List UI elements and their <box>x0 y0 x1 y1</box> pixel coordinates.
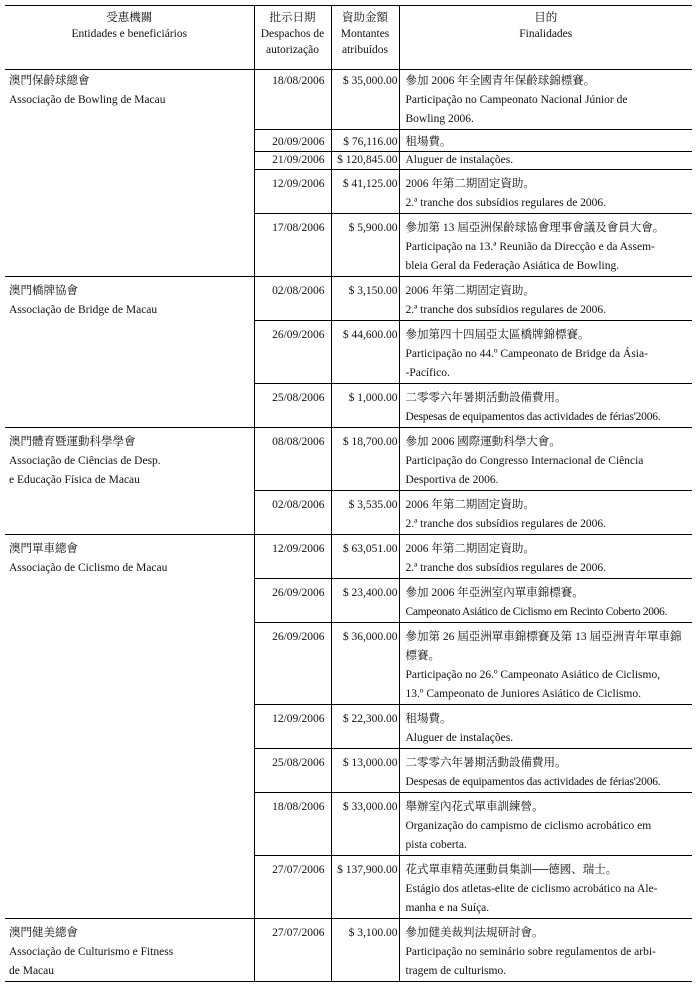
header-entity-pt: Entidades e beneficiários <box>71 28 188 40</box>
amount-cell: $ 5,900.00 <box>331 214 399 277</box>
purpose-pt: Despesas de equipamentos das actividades de férias'2006. <box>405 411 661 423</box>
purpose-zh: 參加 2006 年全國青年保齡球錦標賽。 <box>405 75 596 87</box>
amount-cell: $ 23,400.00 <box>331 579 399 623</box>
purpose-cell <box>399 535 692 579</box>
purpose-cell <box>399 705 692 749</box>
amount-cell: $ 35,000.00 <box>331 70 399 130</box>
entity-name-zh: 澳門保齡球總會 <box>9 75 90 87</box>
date-cell: 12/09/2006 <box>254 535 331 579</box>
purpose-cell <box>399 170 692 214</box>
entity-cell <box>5 535 254 919</box>
purpose-pt: Participação no seminário sobre regulamentos de arbi- <box>405 946 656 958</box>
purpose-zh: 二零零六年暑期活動設備費用。 <box>405 757 567 769</box>
purpose-cell <box>399 214 692 277</box>
entity-name-pt: de Macau <box>9 965 55 977</box>
entity-name-pt: Associação de Ciclismo de Macau <box>9 562 168 574</box>
subsidy-table <box>5 5 692 982</box>
date-cell: 08/08/2006 <box>254 428 331 491</box>
header-date <box>254 6 331 70</box>
purpose-cell <box>399 277 692 321</box>
purpose-cell <box>399 428 692 491</box>
entity-name-zh: 澳門橋牌協會 <box>9 285 78 297</box>
purpose-zh: 參加第 13 屆亞洲保齡球協會理事會議及會員大會。 <box>405 222 665 234</box>
purpose-pt: Estágio dos atletas-elite de ciclismo acrobático na Ale- <box>405 883 658 895</box>
purpose-pt: manha e na Suíça. <box>405 902 490 914</box>
amount-cell: $ 63,051.00 <box>331 535 399 579</box>
entity-name-pt: Associação de Culturismo e Fitness <box>9 946 174 958</box>
date-cell: 25/08/2006 <box>254 384 331 428</box>
date-cell: 17/08/2006 <box>254 214 331 277</box>
header-amount-pt2: atribuídos <box>342 44 388 56</box>
purpose-zh: 花式單車精英運動員集訓──德國、瑞士。 <box>405 864 618 876</box>
amount-cell: $ 33,000.00 <box>331 793 399 856</box>
entity-cell <box>5 428 254 535</box>
date-cell: 18/08/2006 <box>254 793 331 856</box>
purpose-pt: Bowling 2006. <box>405 113 474 125</box>
date-cell: 02/08/2006 <box>254 491 331 535</box>
amount-cell: $ 137,900.00 <box>331 856 399 919</box>
date-cell: 02/08/2006 <box>254 277 331 321</box>
date-cell: 20/09/2006 <box>254 130 331 152</box>
header-purpose <box>399 6 692 70</box>
date-cell: 27/07/2006 <box>254 856 331 919</box>
amount-cell: $ 41,125.00 <box>331 170 399 214</box>
purpose-pt: Aluguer de instalações. <box>405 732 514 744</box>
purpose-cell <box>399 130 692 152</box>
purpose-pt: 2.ª tranche dos subsídios regulares de 2006. <box>405 518 607 530</box>
purpose-zh: 參加 2006 國際運動科學大會。 <box>405 436 561 448</box>
entity-cell <box>5 919 254 982</box>
purpose-cell <box>399 321 692 384</box>
purpose-pt: -Pacífico. <box>405 367 450 379</box>
purpose-pt: bleia Geral da Federação Asiática de Bowling. <box>405 260 620 272</box>
purpose-zh: 參加第 26 屆亞洲單車錦標賽及第 13 屆亞洲青年單車錦 <box>405 631 682 643</box>
purpose-pt: 2.ª tranche dos subsídios regulares de 2006. <box>405 304 607 316</box>
purpose-zh: 2006 年第二期固定資助。 <box>405 543 535 555</box>
table-row <box>5 535 692 579</box>
date-cell: 26/09/2006 <box>254 321 331 384</box>
amount-cell: $ 36,000.00 <box>331 623 399 705</box>
date-cell: 18/08/2006 <box>254 70 331 130</box>
purpose-zh: 租場費。 <box>405 136 452 148</box>
amount-cell: $ 76,116.00 <box>331 130 399 152</box>
purpose-cell <box>399 579 692 623</box>
entity-name-zh: 澳門健美總會 <box>9 927 78 939</box>
header-entity <box>5 6 254 70</box>
header-row <box>5 6 692 70</box>
purpose-zh: 標賽。 <box>405 650 440 662</box>
purpose-zh: 參加健美裁判法規研討會。 <box>405 927 544 939</box>
purpose-cell <box>399 152 692 170</box>
date-cell: 12/09/2006 <box>254 170 331 214</box>
purpose-cell <box>399 919 692 982</box>
entity-name-zh: 澳門體育暨運動科學學會 <box>9 436 136 448</box>
date-cell: 27/07/2006 <box>254 919 331 982</box>
purpose-zh: 2006 年第二期固定資助。 <box>405 285 535 297</box>
purpose-zh: 舉辦室內花式單車訓練營。 <box>405 801 544 813</box>
purpose-pt: Desportiva de 2006. <box>405 474 499 486</box>
purpose-pt: 2.ª tranche dos subsídios regulares de 2006. <box>405 197 607 209</box>
purpose-cell <box>399 749 692 793</box>
table-row <box>5 70 692 130</box>
purpose-zh: 2006 年第二期固定資助。 <box>405 499 535 511</box>
purpose-pt: pista coberta. <box>405 839 467 851</box>
header-date-pt1: Despachos de <box>260 28 325 40</box>
amount-cell: $ 22,300.00 <box>331 705 399 749</box>
purpose-cell <box>399 623 692 705</box>
purpose-pt: Participação no 44.º Campeonato de Bridge da Ásia- <box>405 348 648 360</box>
amount-cell: $ 3,100.00 <box>331 919 399 982</box>
purpose-pt: Participação na 13.ª Reunião da Direcção e da Assem- <box>405 241 655 253</box>
purpose-pt: 2.ª tranche dos subsídios regulares de 2006. <box>405 562 607 574</box>
amount-cell: $ 3,535.00 <box>331 491 399 535</box>
header-entity-zh: 受惠機關 <box>106 12 153 24</box>
header-date-pt2: autorização <box>266 44 319 56</box>
purpose-zh: 二零零六年暑期活動設備費用。 <box>405 392 567 404</box>
purpose-pt: 13.º Campeonato de Juniores Asiático de Ciclismo. <box>405 688 641 700</box>
amount-cell: $ 18,700.00 <box>331 428 399 491</box>
purpose-zh: 參加 2006 年亞洲室內單車錦標賽。 <box>405 587 584 599</box>
purpose-zh: 租場費。 <box>405 713 452 725</box>
purpose-pt: Participação do Congresso Internacional de Ciência <box>405 455 644 467</box>
purpose-cell <box>399 856 692 919</box>
amount-cell: $ 13,000.00 <box>331 749 399 793</box>
purpose-cell <box>399 793 692 856</box>
amount-cell: $ 44,600.00 <box>331 321 399 384</box>
header-amount <box>331 6 399 70</box>
entity-name-pt: e Educação Física de Macau <box>9 474 140 486</box>
purpose-cell <box>399 384 692 428</box>
table-row <box>5 277 692 321</box>
entity-name-pt: Associação de Bridge de Macau <box>9 304 158 316</box>
purpose-pt: Aluguer de instalações. <box>405 154 514 166</box>
purpose-pt: Campeonato Asiático de Ciclismo em Recinto Coberto 2006. <box>405 606 667 618</box>
table-row <box>5 919 692 982</box>
purpose-pt: Despesas de equipamentos das actividades de férias'2006. <box>405 776 661 788</box>
purpose-pt: Participação no Campeonato Nacional Júnior de <box>405 94 628 106</box>
purpose-zh: 參加第四十四屆亞太區橋牌錦標賽。 <box>405 329 590 341</box>
table-row <box>5 428 692 491</box>
date-cell: 25/08/2006 <box>254 749 331 793</box>
header-purpose-zh: 目的 <box>534 12 558 24</box>
entity-name-pt: Associação de Bowling de Macau <box>9 94 166 106</box>
purpose-pt: tragem de culturismo. <box>405 965 507 977</box>
entity-name-pt: Associação de Ciências de Desp. <box>9 455 161 467</box>
amount-cell: $ 3,150.00 <box>331 277 399 321</box>
header-amount-pt1: Montantes <box>340 28 390 40</box>
amount-cell: $ 1,000.00 <box>331 384 399 428</box>
date-cell: 26/09/2006 <box>254 623 331 705</box>
entity-name-zh: 澳門單車總會 <box>9 543 78 555</box>
date-cell: 12/09/2006 <box>254 705 331 749</box>
entity-cell <box>5 70 254 277</box>
entity-cell <box>5 277 254 428</box>
amount-cell: $ 120,845.00 <box>331 152 399 170</box>
header-amount-zh: 資助金額 <box>342 12 388 24</box>
date-cell: 21/09/2006 <box>254 152 331 170</box>
purpose-pt: Organização do campismo de ciclismo acrobático em <box>405 820 652 832</box>
purpose-pt: Participação no 26.º Campeonato Asiático de Ciclismo, <box>405 669 661 681</box>
date-cell: 26/09/2006 <box>254 579 331 623</box>
header-date-zh: 批示日期 <box>269 12 316 24</box>
purpose-cell <box>399 491 692 535</box>
purpose-zh: 2006 年第二期固定資助。 <box>405 178 535 190</box>
purpose-cell <box>399 70 692 130</box>
header-purpose-pt: Finalidades <box>519 28 573 40</box>
